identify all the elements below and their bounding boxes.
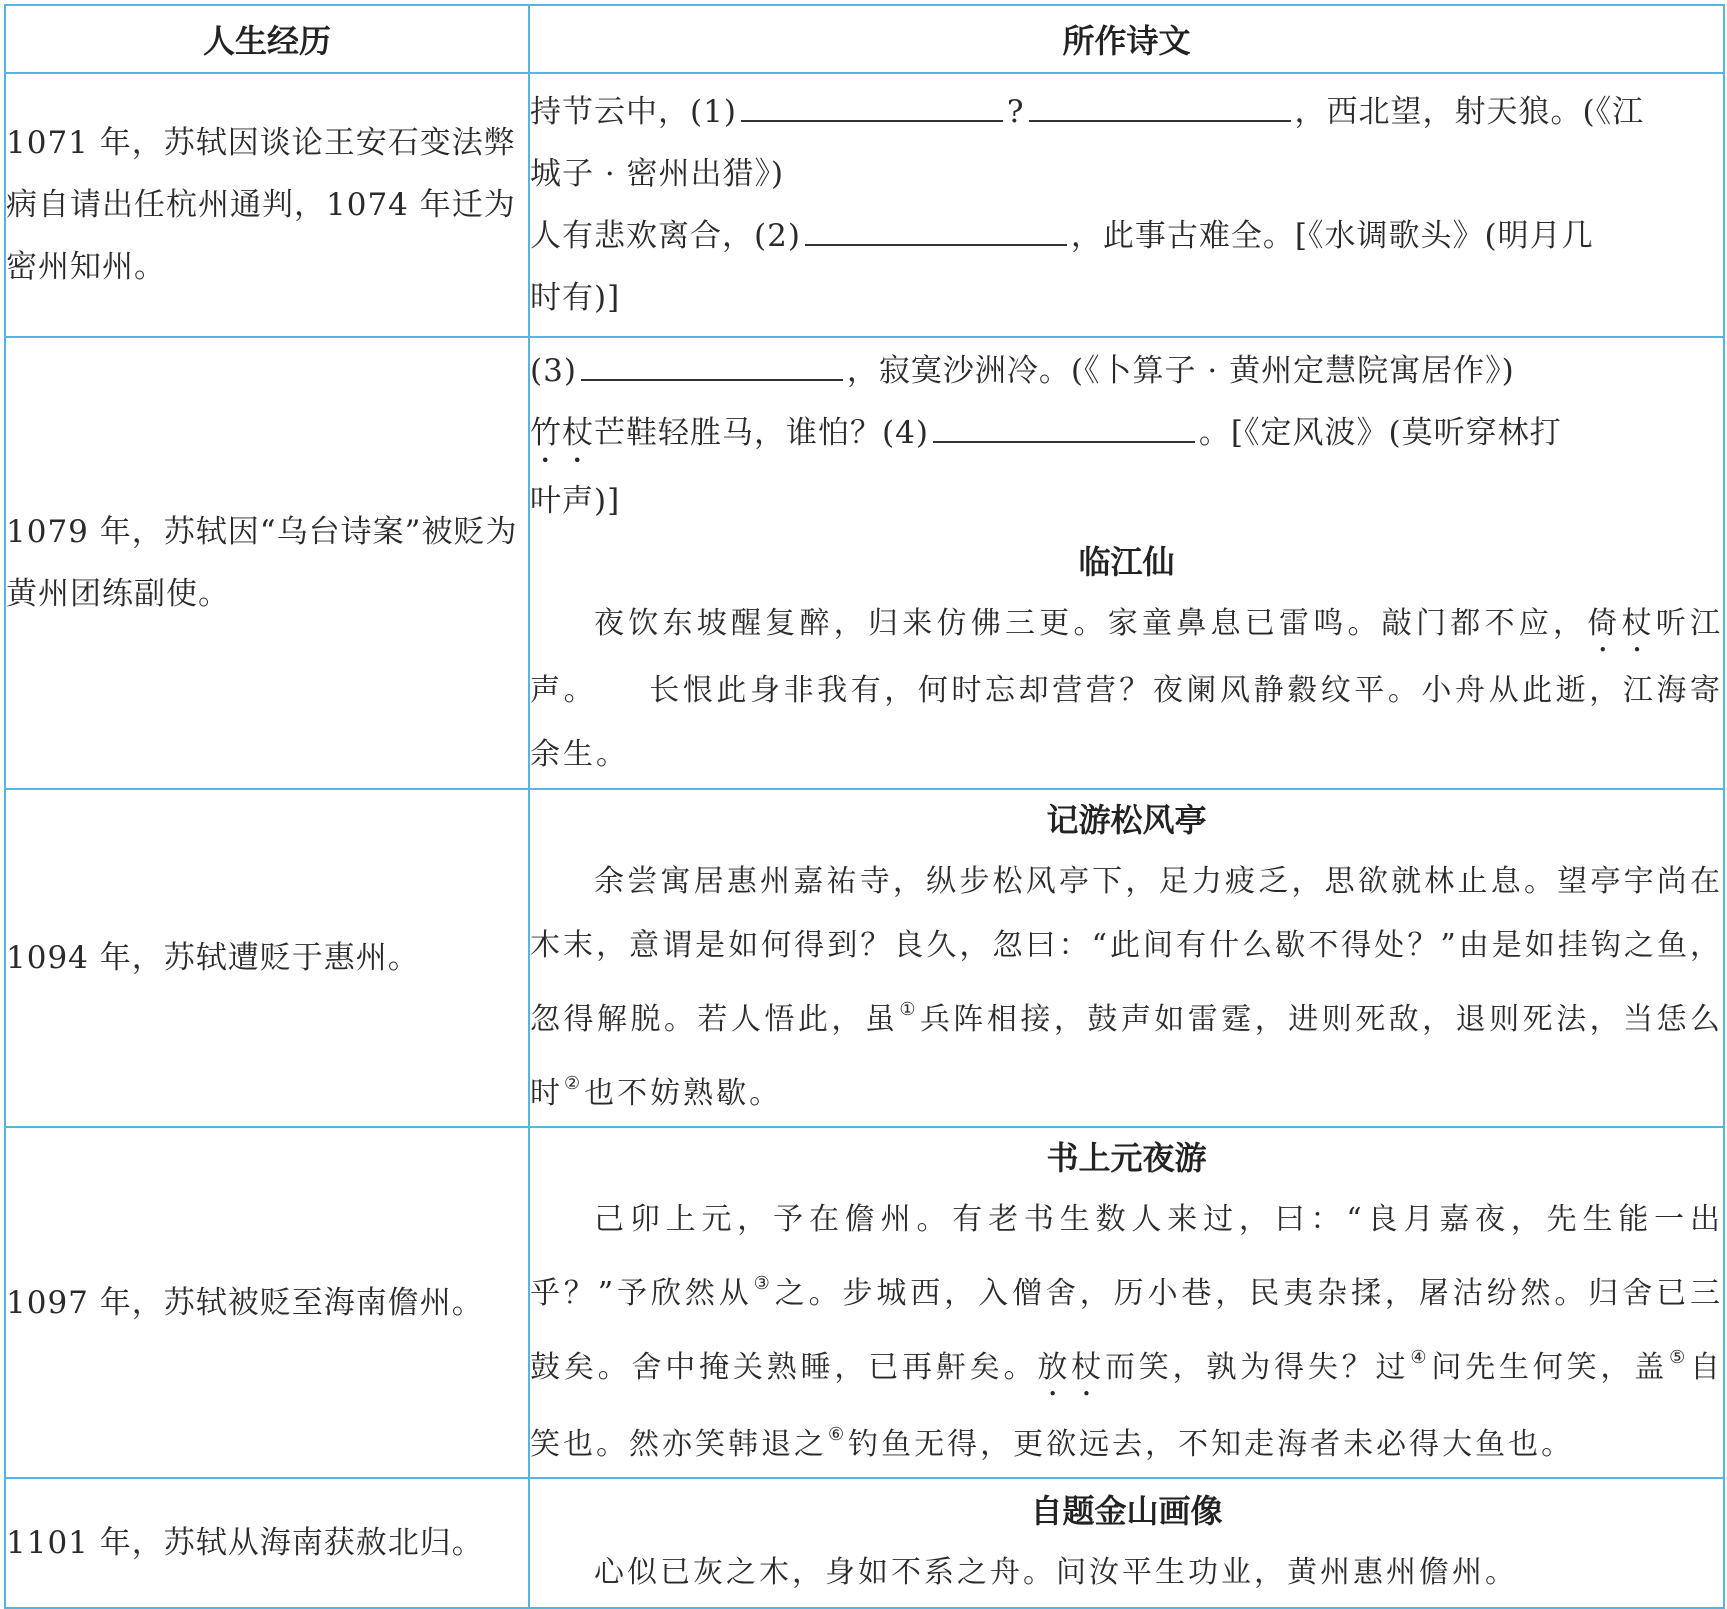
verse-line xyxy=(530,205,1723,267)
footnote-marker: ⑥ xyxy=(828,1424,848,1445)
emphasis-text: 放杖 xyxy=(1037,1350,1105,1385)
answer-blank-1b[interactable] xyxy=(1029,90,1291,122)
works-cell xyxy=(529,789,1724,1127)
verse-text: ，西北望，射天狼。(《江 xyxy=(1294,94,1645,130)
works-cell xyxy=(529,1478,1724,1608)
poem-body xyxy=(530,850,1723,1126)
poem-text: 钓鱼无得，更欲远去，不知走海者未必得大鱼也。 xyxy=(848,1427,1575,1462)
footnote-marker: ① xyxy=(899,999,919,1020)
poem-text: 而笑，孰为得失？过 xyxy=(1104,1350,1410,1385)
answer-blank-4[interactable] xyxy=(933,411,1195,443)
poem-body xyxy=(530,592,1723,787)
verse-line: 时有)] xyxy=(530,280,621,316)
poem-title: 书上元夜游 xyxy=(1046,1139,1207,1177)
verse-text: ? xyxy=(1006,94,1025,130)
verse-text: (3) xyxy=(530,352,577,389)
life-cell: 1079 年，苏轼因“乌台诗案”被贬为黄州团练副使。 xyxy=(5,337,529,789)
verse-text: ，此事古难全。[《水调歌头》(明月几 xyxy=(1070,218,1594,254)
table-row xyxy=(5,73,1724,337)
life-cell: 1097 年，苏轼被贬至海南儋州。 xyxy=(5,1127,529,1478)
footnote-marker: ⑤ xyxy=(1669,1347,1690,1368)
poem-text: 也不妨熟歇。 xyxy=(584,1076,783,1111)
poem-text: 己卯上元，予在儋州。有老书生数人来过，曰：“良月嘉夜，先生能一出乎？”予欣然从 xyxy=(530,1202,1723,1311)
header-life-experience: 人生经历 xyxy=(5,5,529,73)
answer-blank-2[interactable] xyxy=(805,214,1067,246)
poem-title: 自题金山画像 xyxy=(1030,1492,1223,1530)
poem-title: 临江仙 xyxy=(1078,542,1175,581)
life-cell: 1071 年，苏轼因谈论王安石变法弊病自请出任杭州通判，1074 年迁为密州知州。 xyxy=(5,73,529,337)
verse-line xyxy=(530,81,1723,143)
works-cell xyxy=(529,73,1724,337)
footnote-marker: ② xyxy=(564,1073,584,1094)
verse-text: 持节云中，(1) xyxy=(530,94,737,130)
poem-text: 问先生何笑，盖 xyxy=(1431,1350,1669,1385)
su-shi-table xyxy=(4,4,1725,1609)
verse-text: 人有悲欢离合，(2) xyxy=(530,218,801,254)
poem-body: 心似已灰之木，身如不系之舟。问汝平生功业，黄州惠州儋州。 xyxy=(594,1555,1518,1590)
verse-line xyxy=(530,402,1723,470)
header-works: 所作诗文 xyxy=(529,5,1724,73)
poem-text: 夜饮东坡醒复醉，归来仿佛三更。家童鼻息已雷鸣。敲门都不应， xyxy=(594,605,1588,641)
answer-blank-3[interactable] xyxy=(581,349,843,381)
poem-body xyxy=(530,1188,1723,1477)
poem-text: 听 xyxy=(1655,605,1690,641)
poem-text: 之。步城西，入僧舍，历小巷，民夷杂揉，屠沽纷然。归舍已三鼓矣。舍中掩关熟睡，已再鼾矣。 xyxy=(530,1276,1723,1385)
emphasis-text: 倚杖 xyxy=(1587,605,1656,641)
verse-line xyxy=(530,340,1723,402)
table-row xyxy=(5,1127,1724,1478)
table-row xyxy=(5,1478,1724,1608)
verse-line: 叶声)] xyxy=(530,482,621,519)
header-row xyxy=(5,5,1724,73)
poem-text: 兵阵相接，鼓声如雷霆，进则死敌，退则死法，当恁么时 xyxy=(530,1002,1724,1111)
life-cell: 1094 年，苏轼遭贬于惠州。 xyxy=(5,789,529,1127)
verse-text: 芒鞋轻胜马，谁怕？(4) xyxy=(594,414,929,451)
emphasis-text: 竹杖 xyxy=(530,414,594,451)
answer-blank-1a[interactable] xyxy=(741,90,1003,122)
poem-text: 自笑也。然亦笑韩退之 xyxy=(530,1350,1724,1462)
poem-title: 记游松风亭 xyxy=(1046,801,1207,839)
life-cell: 1101 年，苏轼从海南获赦北归。 xyxy=(5,1478,529,1608)
footnote-marker: ④ xyxy=(1410,1347,1431,1368)
verse-text: ，寂寞沙洲冷。(《卜算子 · 黄州定慧院寓居作》) xyxy=(846,352,1515,389)
footnote-marker: ③ xyxy=(753,1273,774,1294)
works-cell xyxy=(529,1127,1724,1478)
verse-line: 城子 · 密州出猎》) xyxy=(530,156,785,192)
table-row xyxy=(5,789,1724,1127)
works-cell xyxy=(529,337,1724,789)
verse-text: 。[《定风波》(莫听穿林打 xyxy=(1198,414,1562,451)
table-row xyxy=(5,337,1724,789)
poem-text: 余尝寓居惠州嘉祐寺，纵步松风亭下，足力疲乏，思欲就林止息。望亭宇尚在木末，意谓是如何得到？良久，忽曰：“此间有什么歇不得处？”由是如挂钩之鱼，忽得解脱。若人悟此，虽 xyxy=(530,864,1723,1037)
poem-text: 江声。 长恨此身非我有，何时忘却营营？夜阑风静縠纹平。小舟从此逝，江海寄余生。 xyxy=(530,605,1723,772)
